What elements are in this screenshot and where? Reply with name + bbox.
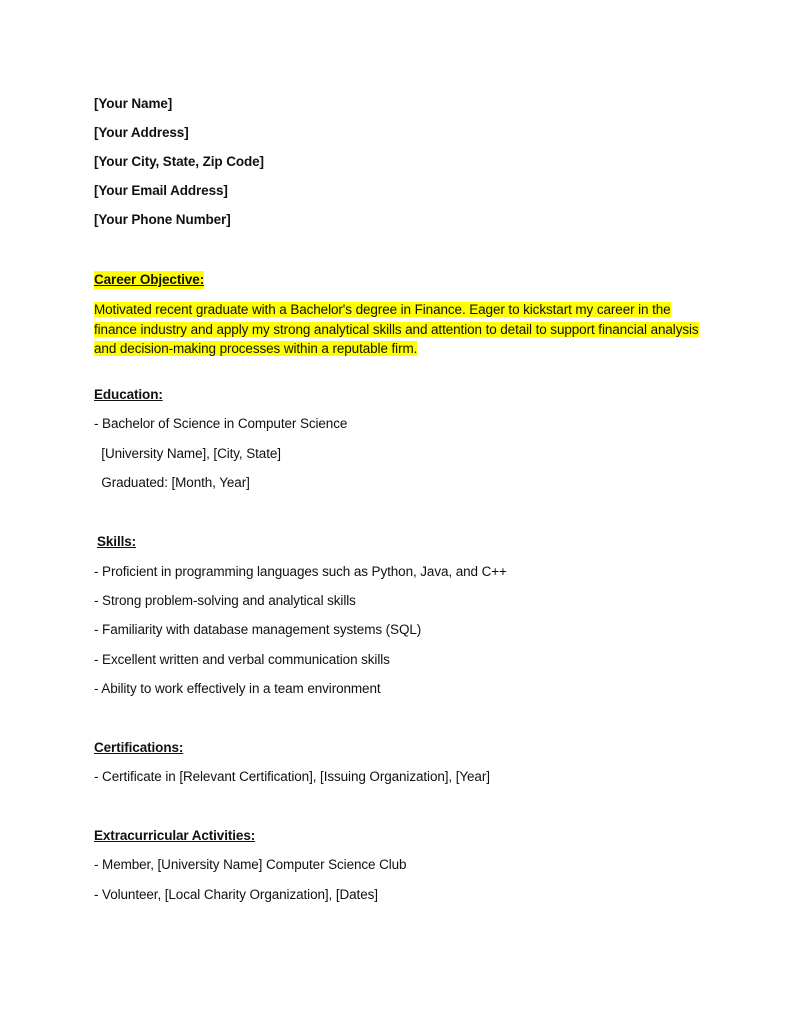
education-university: [University Name], [City, State]	[94, 446, 281, 461]
education-graduated: Graduated: [Month, Year]	[94, 475, 250, 490]
career-objective-text	[94, 300, 714, 359]
contact-phone: [Your Phone Number]	[94, 212, 231, 227]
extracurricular-item: - Volunteer, [Local Charity Organization], [Dates]	[94, 887, 378, 902]
extracurricular-heading: Extracurricular Activities:	[94, 828, 256, 843]
skills-item: - Strong problem-solving and analytical skills	[94, 593, 356, 608]
career-objective-line: finance industry and apply my strong analytical skills and attention to detail to support financial analysis	[94, 321, 699, 337]
extracurricular-item: - Member, [University Name] Computer Science Club	[94, 857, 407, 872]
education-degree: - Bachelor of Science in Computer Science	[94, 416, 348, 431]
skills-item: - Excellent written and verbal communication skills	[94, 652, 390, 667]
education-heading: Education:	[94, 387, 163, 402]
career-objective-line: Motivated recent graduate with a Bachelor's degree in Finance. Eager to kickstart my career in the	[94, 302, 671, 317]
skills-item: - Ability to work effectively in a team environment	[94, 681, 381, 696]
career-objective-heading: Career Objective:	[94, 272, 205, 287]
contact-city-state-zip: [Your City, State, Zip Code]	[94, 154, 264, 169]
contact-name: [Your Name]	[94, 96, 173, 111]
career-objective-line: and decision-making processes within a reputable firm.	[94, 341, 418, 356]
contact-email: [Your Email Address]	[94, 183, 228, 198]
skills-heading: Skills:	[97, 534, 137, 549]
skills-item: - Proficient in programming languages such as Python, Java, and C++	[94, 564, 507, 579]
certifications-item: - Certificate in [Relevant Certification], [Issuing Organization], [Year]	[94, 769, 490, 784]
certifications-heading: Certifications:	[94, 740, 184, 755]
skills-item: - Familiarity with database management systems (SQL)	[94, 622, 422, 637]
contact-address: [Your Address]	[94, 125, 189, 140]
